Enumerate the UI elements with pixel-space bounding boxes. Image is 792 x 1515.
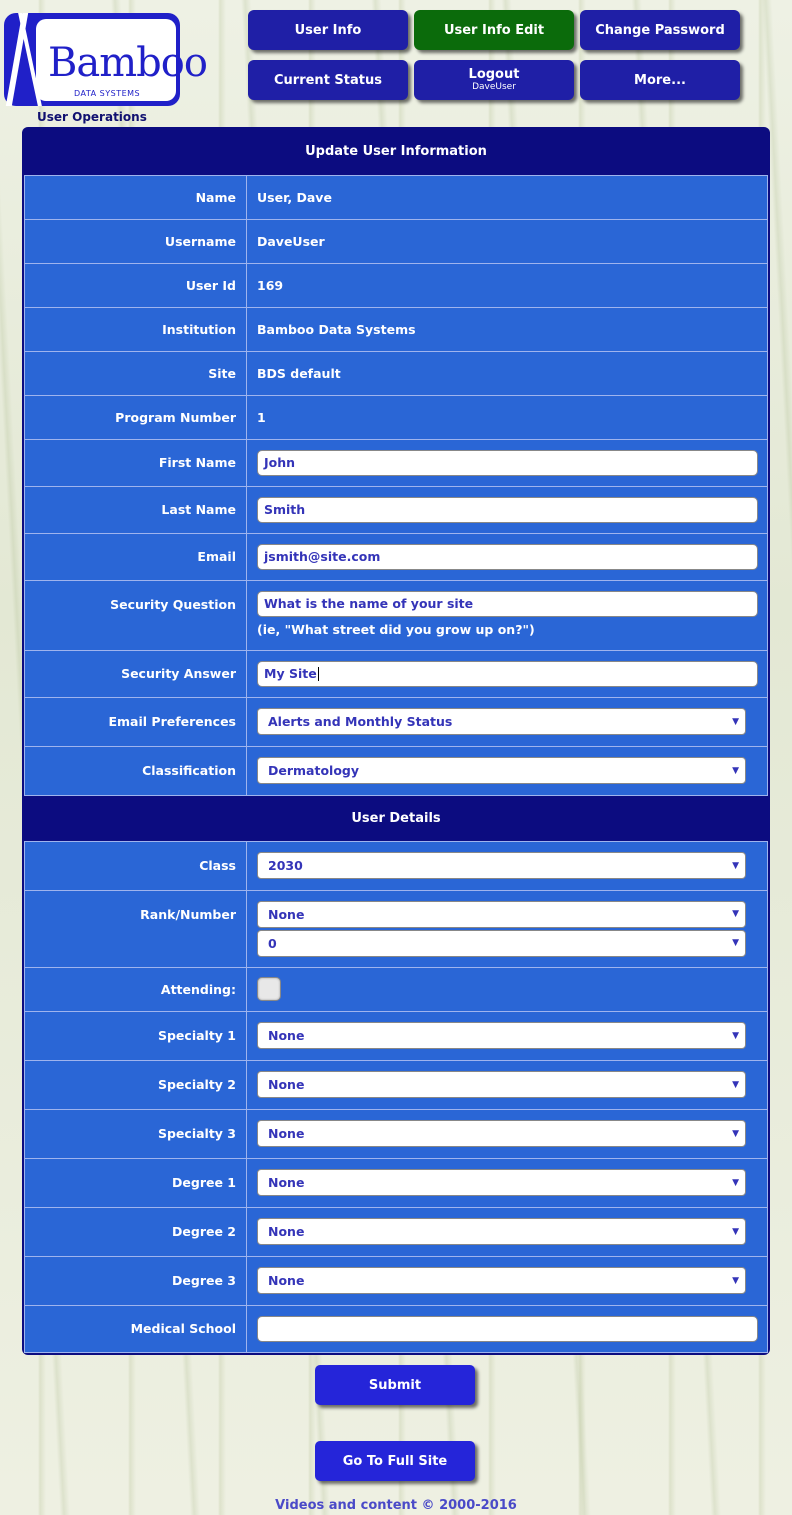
degree-2-value: None bbox=[268, 1224, 305, 1239]
classification-select[interactable] bbox=[257, 757, 746, 784]
specialty-2-select[interactable] bbox=[257, 1071, 746, 1098]
rank-select[interactable] bbox=[257, 901, 746, 928]
email-preferences-value: Alerts and Monthly Status bbox=[268, 714, 453, 729]
username-value: DaveUser bbox=[247, 219, 768, 263]
go-to-full-site-button[interactable] bbox=[315, 1441, 475, 1481]
institution-value: Bamboo Data Systems bbox=[247, 307, 768, 351]
degree-1-value: None bbox=[268, 1175, 305, 1190]
specialty-1-select[interactable] bbox=[257, 1022, 746, 1049]
degree-2-label: Degree 2 bbox=[25, 1207, 247, 1256]
chevron-down-icon: ▼ bbox=[732, 765, 739, 776]
text-cursor bbox=[318, 667, 319, 681]
medical-school-input[interactable] bbox=[257, 1316, 758, 1342]
institution-label: Institution bbox=[25, 307, 247, 351]
specialty-3-value: None bbox=[268, 1126, 305, 1141]
specialty-2-label: Specialty 2 bbox=[25, 1060, 247, 1109]
form-title: Update User Information bbox=[25, 129, 768, 175]
more-label: More... bbox=[634, 72, 686, 88]
number-select[interactable] bbox=[257, 930, 746, 957]
user-info-button[interactable] bbox=[248, 10, 408, 50]
chevron-down-icon: ▼ bbox=[732, 1079, 739, 1090]
rank-number-label: Rank/Number bbox=[25, 890, 247, 967]
name-value: User, Dave bbox=[247, 175, 768, 219]
user-details-title: User Details bbox=[25, 795, 768, 841]
logout-button[interactable] bbox=[414, 60, 574, 100]
first-name-input[interactable]: John bbox=[257, 450, 758, 476]
program-number-label: Program Number bbox=[25, 395, 247, 439]
section-caption: User Operations bbox=[37, 110, 147, 124]
email-preferences-select[interactable] bbox=[257, 708, 746, 735]
logo-text: Bamboo bbox=[48, 40, 207, 86]
email-input[interactable]: jsmith@site.com bbox=[257, 544, 758, 570]
classification-label: Classification bbox=[25, 746, 247, 795]
chevron-down-icon: ▼ bbox=[732, 1177, 739, 1188]
change-password-label: Change Password bbox=[595, 22, 725, 38]
user-form-table bbox=[24, 129, 768, 1353]
submit-button[interactable] bbox=[315, 1365, 475, 1405]
degree-1-label: Degree 1 bbox=[25, 1158, 247, 1207]
degree-3-select[interactable] bbox=[257, 1267, 746, 1294]
go-to-full-site-label: Go To Full Site bbox=[342, 1453, 448, 1469]
security-answer-label: Security Answer bbox=[25, 650, 247, 697]
security-answer-input[interactable] bbox=[257, 661, 758, 687]
first-name-label: First Name bbox=[25, 439, 247, 486]
specialty-1-value: None bbox=[268, 1028, 305, 1043]
current-status-label: Current Status bbox=[274, 72, 382, 88]
number-value: 0 bbox=[268, 935, 277, 951]
last-name-input[interactable]: Smith bbox=[257, 497, 758, 523]
chevron-down-icon: ▼ bbox=[732, 1275, 739, 1286]
specialty-3-select[interactable] bbox=[257, 1120, 746, 1147]
class-value: 2030 bbox=[268, 858, 303, 873]
change-password-button[interactable] bbox=[580, 10, 740, 50]
attending-label: Attending: bbox=[25, 967, 247, 1011]
degree-1-select[interactable] bbox=[257, 1169, 746, 1196]
degree-3-value: None bbox=[268, 1273, 305, 1288]
user-info-label: User Info bbox=[294, 22, 362, 38]
userid-value: 169 bbox=[247, 263, 768, 307]
site-value: BDS default bbox=[247, 351, 768, 395]
logo-subtext: DATA SYSTEMS bbox=[74, 89, 141, 98]
attending-checkbox[interactable] bbox=[257, 977, 281, 1001]
chevron-down-icon: ▼ bbox=[732, 1128, 739, 1139]
chevron-down-icon: ▼ bbox=[732, 938, 739, 948]
email-preferences-label: Email Preferences bbox=[25, 697, 247, 746]
footer-copyright: Videos and content © 2000-2016 bbox=[275, 1498, 517, 1513]
security-question-input[interactable]: What is the name of your site bbox=[257, 591, 758, 617]
chevron-down-icon: ▼ bbox=[732, 1226, 739, 1237]
security-answer-text: My Site bbox=[264, 666, 317, 681]
logout-username: DaveUser bbox=[472, 82, 516, 92]
user-info-edit-button[interactable] bbox=[414, 10, 574, 50]
specialty-2-value: None bbox=[268, 1077, 305, 1092]
last-name-label: Last Name bbox=[25, 486, 247, 533]
rank-value: None bbox=[268, 906, 305, 922]
current-status-button[interactable] bbox=[248, 60, 408, 100]
logout-label: Logout bbox=[468, 67, 520, 82]
program-number-value: 1 bbox=[247, 395, 768, 439]
class-label: Class bbox=[25, 841, 247, 890]
chevron-down-icon: ▼ bbox=[732, 716, 739, 727]
degree-2-select[interactable] bbox=[257, 1218, 746, 1245]
security-question-hint: (ie, "What street did you grow up on?") bbox=[257, 621, 535, 637]
specialty-3-label: Specialty 3 bbox=[25, 1109, 247, 1158]
chevron-down-icon: ▼ bbox=[732, 1030, 739, 1041]
specialty-1-label: Specialty 1 bbox=[25, 1011, 247, 1060]
chevron-down-icon: ▼ bbox=[732, 909, 739, 919]
email-label: Email bbox=[25, 533, 247, 580]
degree-3-label: Degree 3 bbox=[25, 1256, 247, 1305]
classification-value: Dermatology bbox=[268, 763, 360, 778]
username-label: Username bbox=[25, 219, 247, 263]
name-label: Name bbox=[25, 175, 247, 219]
security-question-label: Security Question bbox=[25, 580, 247, 650]
more-button[interactable] bbox=[580, 60, 740, 100]
chevron-down-icon: ▼ bbox=[732, 860, 739, 871]
site-label: Site bbox=[25, 351, 247, 395]
medical-school-label: Medical School bbox=[25, 1305, 247, 1352]
submit-label: Submit bbox=[368, 1377, 422, 1393]
class-select[interactable] bbox=[257, 852, 746, 879]
update-user-panel bbox=[22, 127, 770, 1355]
user-info-edit-label: User Info Edit bbox=[443, 22, 545, 38]
userid-label: User Id bbox=[25, 263, 247, 307]
bamboo-logo[interactable] bbox=[4, 13, 207, 106]
